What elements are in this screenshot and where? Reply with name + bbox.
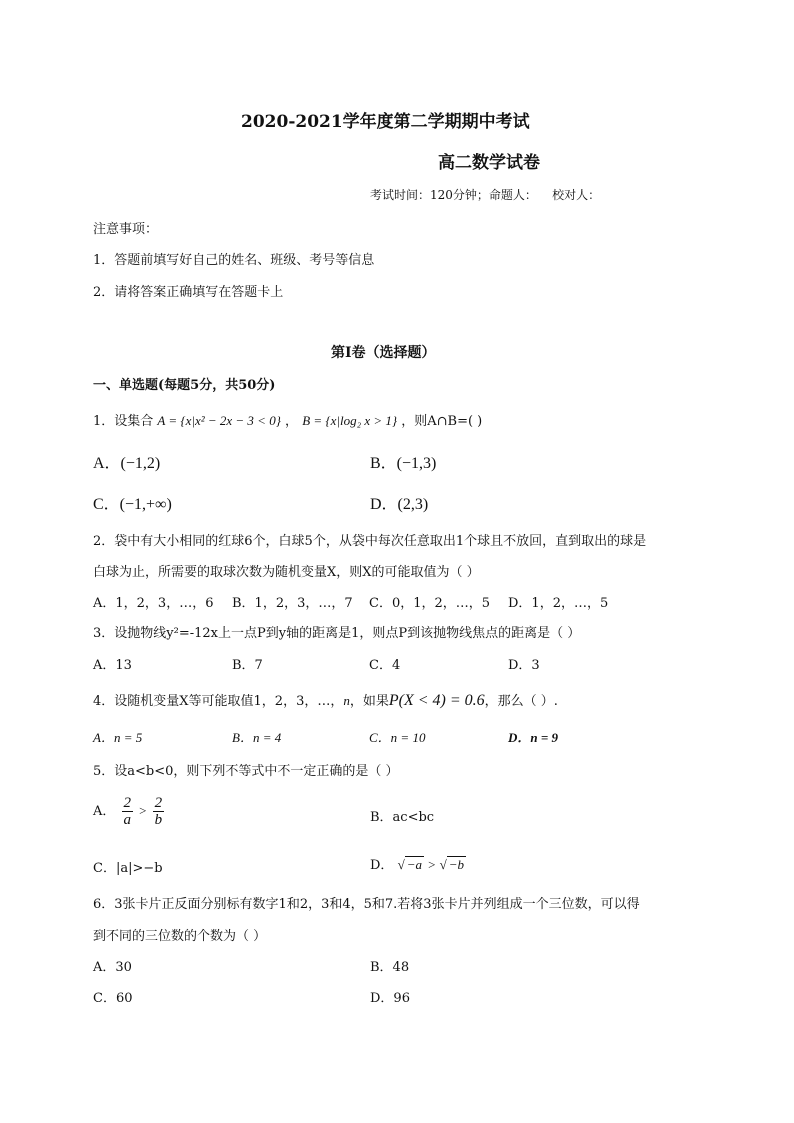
q3-option-c: C．4 [369,658,401,673]
question-6-line-2: 到不同的三位数的个数为（ ） [93,929,267,944]
question-2-line-2: 白球为止，所需要的取球次数为随机变量X，则X的可能取值为（ ） [93,565,480,580]
q4-option-c: C．n = 10 [369,730,426,745]
question-1-stem: 1．设集合 A = {x|x² − 2x − 3 < 0} ， B = {x|log₂ x > 1} ，则A∩B=( ) [93,413,483,429]
q2-option-a: A．1，2，3，…，6 [93,596,214,611]
volume-heading: 第I卷（选择题） [331,345,436,361]
exam-meta: 考试时间：120分钟；命题人： 校对人： [370,188,601,202]
q6-option-c: C．60 [93,991,133,1006]
q1-option-b: B．(−1,3) [370,455,437,472]
note-item-1: 1．答题前填写好自己的姓名、班级、考号等信息 [93,253,375,268]
q4-option-b: B．n = 4 [232,730,282,745]
q4-option-a: A．n = 5 [93,730,143,745]
part-heading: 一、单选题(每题5分，共50分) [93,378,276,393]
q5-option-d: D． √ −a > √ −b [370,857,465,873]
q6-option-d: D．96 [370,991,410,1006]
q2-option-c: C．0，1，2，…，5 [369,596,491,611]
question-4-stem: 4．设随机变量X等可能取值1，2，3，…，n，如果P(X < 4) = 0.6，那么（ ）. [93,692,558,709]
q5-option-c: C．|a|>−b [93,861,163,876]
q1-option-a: A．(−1,2) [93,455,161,472]
q3-option-a: A．13 [93,658,132,673]
q2-option-d: D．1，2，…，5 [508,596,609,611]
question-6-line-1: 6．3张卡片正反面分别标有数字1和2，3和4，5和7.若将3张卡片并列组成一个三位数，可以得 [93,897,640,912]
exam-subtitle: 高二数学试卷 [438,153,540,173]
q4-option-d: D．n = 9 [508,730,559,745]
notes-heading: 注意事项： [93,222,159,237]
probability-expr: P(X < 4) = 0.6 [388,692,485,709]
exam-title: 2020-2021学年度第二学期期中考试 [241,112,530,132]
set-b: B = {x|log₂ x > 1} [302,413,398,428]
q1-option-c: C．(−1,+∞) [93,496,172,513]
q2-option-b: B．1，2，3，…，7 [232,596,353,611]
question-3-stem: 3．设抛物线y²=-12x上一点P到y轴的距离是1，则点P到该抛物线焦点的距离是（ ） [93,626,581,641]
q6-option-a: A．30 [93,960,132,975]
question-2-line-1: 2．袋中有大小相同的红球6个，白球5个，从袋中每次任意取出1个球且不放回，直到取出的球是 [93,534,647,549]
q6-option-b: B．48 [370,960,410,975]
set-a: A = {x|x² − 2x − 3 < 0} [157,413,281,428]
question-5-stem: 5．设a<b<0，则下列不等式中不一定正确的是（ ） [93,764,399,779]
q5-option-a: A． $\frac{2}{a}$ > $\frac{2}{b}$ [93,795,163,828]
q3-option-d: D．3 [508,658,540,673]
q5-option-b: B．ac<bc [370,810,435,825]
q1-option-d: D．(2,3) [370,496,429,513]
note-item-2: 2．请将答案正确填写在答题卡上 [93,285,284,300]
q3-option-b: B．7 [232,658,263,673]
